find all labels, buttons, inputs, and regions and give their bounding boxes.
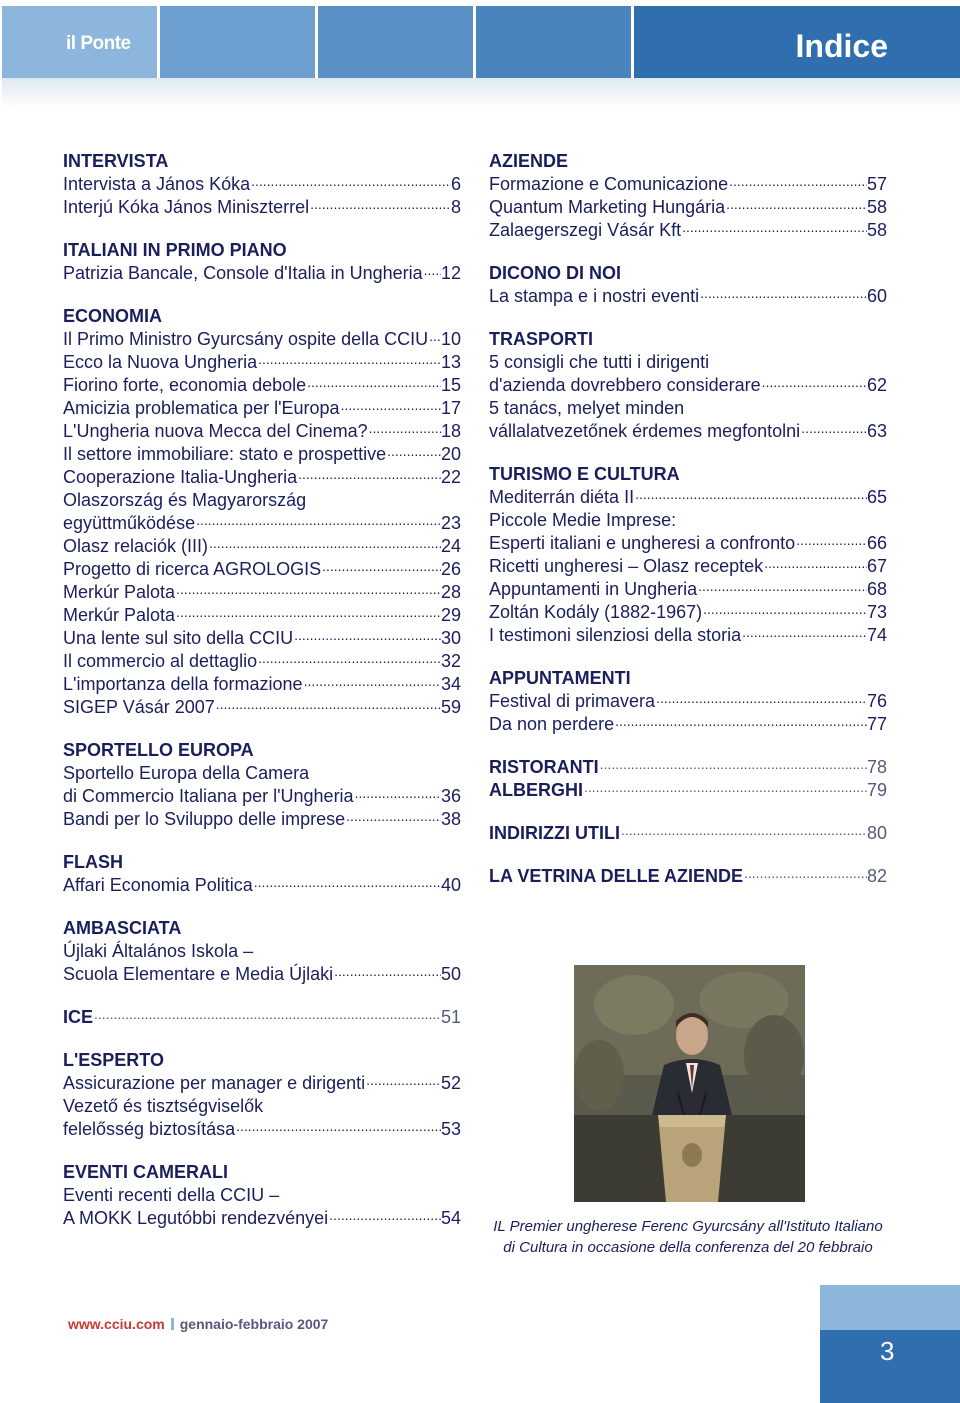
- toc-entry-line: 5 tanács, melyet minden: [489, 398, 685, 418]
- page-ref: 73: [866, 602, 887, 622]
- header-band-3: [318, 6, 473, 78]
- dot-leader: [368, 420, 441, 443]
- page-title: Indice: [795, 28, 888, 64]
- page-ref: 51: [440, 1007, 461, 1027]
- entry-title: felelősség biztosítása: [63, 1119, 236, 1139]
- page-ref: 15: [440, 375, 461, 395]
- entry-title: Merkúr Palota: [63, 582, 176, 602]
- dot-leader: [725, 196, 867, 219]
- page-number: 3: [880, 1336, 895, 1366]
- page-ref: 52: [440, 1073, 461, 1093]
- page-ref: 54: [440, 1208, 461, 1228]
- page-ref: 6: [450, 174, 461, 194]
- section-title: TURISMO E CULTURA: [489, 464, 680, 484]
- entry-title: vállalatvezetőnek érdemes megfontolni: [489, 421, 801, 441]
- dot-leader: [93, 1006, 441, 1029]
- dot-leader: [614, 713, 867, 736]
- entry-title: Patrizia Bancale, Console d'Italia in Ungheria: [63, 263, 423, 283]
- footer: [68, 1316, 328, 1332]
- toc-section-inline[interactable]: [63, 1006, 461, 1029]
- entry-title: Una lente sul sito della CCIU: [63, 628, 294, 648]
- toc-entry[interactable]: [63, 673, 461, 696]
- toc-section: [489, 262, 887, 308]
- page-ref: 34: [440, 674, 461, 694]
- toc-section-inline[interactable]: [489, 822, 887, 845]
- toc-entry-line: Eventi recenti della CCIU –: [63, 1185, 280, 1205]
- entry-title: Il Primo Ministro Gyurcsány ospite della CCIU: [63, 329, 429, 349]
- page-ref: 18: [440, 421, 461, 441]
- toc-entry-line: Sportello Europa della Camera: [63, 763, 310, 783]
- toc-section: [63, 305, 461, 719]
- entry-title: d'azienda dovrebbero considerare: [489, 375, 761, 395]
- toc-entry[interactable]: [489, 713, 887, 736]
- toc-entry[interactable]: [489, 285, 887, 308]
- entry-title: Il commercio al dettaglio: [63, 651, 258, 671]
- toc-section: [489, 328, 887, 443]
- toc-entry[interactable]: [489, 624, 887, 647]
- entry-title: L'Ungheria nuova Mecca del Cinema?: [63, 421, 368, 441]
- entry-title: Appuntamenti in Ungheria: [489, 579, 698, 599]
- entry-title: Affari Economia Politica: [63, 875, 253, 895]
- header-band-4: [476, 6, 631, 78]
- toc-section: [63, 917, 461, 986]
- section-title: INDIRIZZI UTILI: [489, 823, 620, 843]
- toc-entry-line: Olaszország és Magyarország: [63, 490, 307, 510]
- dot-leader: [306, 374, 441, 397]
- section-title: AZIENDE: [489, 151, 569, 171]
- toc-entry-line: Újlaki Általános Iskola –: [63, 941, 254, 961]
- toc-entry-line: Piccole Medie Imprese:: [489, 510, 677, 530]
- page-ref: 24: [440, 536, 461, 556]
- entry-title: Il settore immobiliare: stato e prospettive: [63, 444, 387, 464]
- dot-leader: [309, 196, 451, 219]
- toc-entry[interactable]: [489, 196, 887, 219]
- toc-entry[interactable]: [489, 374, 887, 397]
- toc-entry[interactable]: [63, 374, 461, 397]
- toc-section: [63, 1161, 461, 1230]
- toc-entry[interactable]: [489, 486, 887, 509]
- dot-leader: [257, 650, 441, 673]
- section-title: INTERVISTA: [63, 151, 169, 171]
- toc-section: [489, 463, 887, 647]
- dot-leader: [697, 578, 867, 601]
- dot-leader: [253, 874, 441, 897]
- toc-entry-line: Vezető és tisztségviselők: [63, 1096, 264, 1116]
- toc-entry[interactable]: [63, 262, 461, 285]
- toc-entry[interactable]: [63, 466, 461, 489]
- page-ref: 59: [440, 697, 461, 717]
- toc-entry[interactable]: [489, 601, 887, 624]
- dot-leader: [195, 512, 441, 535]
- dot-leader: [250, 173, 451, 196]
- photo-illustration: [574, 965, 805, 1202]
- section-title: APPUNTAMENTI: [489, 668, 631, 688]
- page-ref: 82: [866, 866, 887, 886]
- toc-section: [63, 851, 461, 897]
- page-ref: 58: [866, 197, 887, 217]
- page-ref: 65: [866, 487, 887, 507]
- entry-title: Cooperazione Italia-Ungheria: [63, 467, 298, 487]
- dot-leader: [175, 604, 441, 627]
- dot-leader: [763, 555, 867, 578]
- toc-entry[interactable]: [63, 512, 461, 535]
- dot-leader: [795, 532, 867, 555]
- page-ref: 29: [440, 605, 461, 625]
- entry-title: Mediterrán diéta II: [489, 487, 635, 507]
- footer-website[interactable]: www.cciu.com: [68, 1316, 165, 1332]
- page-ref: 76: [866, 691, 887, 711]
- toc-entry[interactable]: [63, 420, 461, 443]
- dot-leader: [365, 1072, 441, 1095]
- toc-entry-line: 5 consigli che tutti i dirigenti: [489, 352, 710, 372]
- toc-section: [63, 739, 461, 831]
- dot-leader: [345, 808, 441, 831]
- page-ref: 17: [440, 398, 461, 418]
- page-ref: 36: [440, 786, 461, 806]
- dot-leader: [761, 374, 867, 397]
- dot-leader: [386, 443, 441, 466]
- section-title: FLASH: [63, 852, 123, 872]
- entry-title: Intervista a János Kóka: [63, 174, 251, 194]
- entry-title: di Commercio Italiana per l'Ungheria: [63, 786, 354, 806]
- section-title: ITALIANI IN PRIMO PIANO: [63, 240, 287, 260]
- page-ref: 32: [440, 651, 461, 671]
- photo-premier: [574, 965, 805, 1202]
- page-ref: 13: [440, 352, 461, 372]
- caption-line-1: IL Premier ungherese Ferenc Gyurcsány all'Istituto Italiano: [493, 1218, 883, 1235]
- dot-leader: [583, 779, 867, 802]
- toc-entry[interactable]: [63, 1118, 461, 1141]
- page-ref: 74: [866, 625, 887, 645]
- page-header: [0, 0, 960, 108]
- dot-leader: [328, 1207, 441, 1230]
- toc-entry[interactable]: [489, 532, 887, 555]
- dot-leader: [620, 822, 867, 845]
- dot-leader: [743, 865, 867, 888]
- toc-entry[interactable]: [63, 173, 461, 196]
- dot-leader: [235, 1118, 441, 1141]
- entry-title: Quantum Marketing Hungária: [489, 197, 726, 217]
- toc-entry[interactable]: [63, 1207, 461, 1230]
- section-title: L'ESPERTO: [63, 1050, 164, 1070]
- dot-leader: [333, 963, 441, 986]
- toc-entry[interactable]: [63, 397, 461, 420]
- toc-entry[interactable]: [63, 785, 461, 808]
- entry-title: Olasz relaciók (III): [63, 536, 209, 556]
- toc-entry[interactable]: [63, 443, 461, 466]
- page-ref: 62: [866, 375, 887, 395]
- toc-section-inline[interactable]: [489, 756, 887, 779]
- dot-leader: [741, 624, 867, 647]
- page-ref: 28: [440, 582, 461, 602]
- toc-entry[interactable]: [489, 690, 887, 713]
- toc-entry[interactable]: [489, 578, 887, 601]
- page-ref: 80: [866, 823, 887, 843]
- section-title: AMBASCIATA: [63, 918, 182, 938]
- toc-entry[interactable]: [63, 351, 461, 374]
- entry-title: Da non perdere: [489, 714, 615, 734]
- dot-leader: [423, 262, 441, 285]
- page-ref: 78: [866, 757, 887, 777]
- entry-title: Bandi per lo Sviluppo delle imprese: [63, 809, 346, 829]
- entry-title: Ecco la Nuova Ungheria: [63, 352, 258, 372]
- entry-title: Zoltán Kodály (1882-1967): [489, 602, 703, 622]
- entry-title: Interjú Kóka János Miniszterrel: [63, 197, 310, 217]
- section-title: ICE: [63, 1007, 94, 1027]
- section-title: RISTORANTI: [489, 757, 599, 777]
- toc-entry[interactable]: [489, 420, 887, 443]
- entry-title: Amicizia problematica per l'Europa: [63, 398, 340, 418]
- toc-entry[interactable]: [489, 219, 887, 242]
- toc-entry[interactable]: [489, 173, 887, 196]
- page-ref: 58: [866, 220, 887, 240]
- toc-entry[interactable]: [63, 874, 461, 897]
- toc-section-inline[interactable]: [489, 779, 887, 802]
- page-ref: 77: [866, 714, 887, 734]
- entry-title: Fiorino forte, economia debole: [63, 375, 307, 395]
- dot-leader: [293, 627, 441, 650]
- toc-entry[interactable]: [63, 196, 461, 219]
- entry-title: I testimoni silenziosi della storia: [489, 625, 742, 645]
- dot-leader: [257, 351, 441, 374]
- toc-entry[interactable]: [63, 650, 461, 673]
- entry-title: Festival di primavera: [489, 691, 656, 711]
- entry-title: Scuola Elementare e Media Újlaki: [63, 964, 334, 984]
- page-ref: 67: [866, 556, 887, 576]
- entry-title: A MOKK Legutóbbi rendezvényei: [63, 1208, 329, 1228]
- page-ref: 10: [440, 329, 461, 349]
- entry-title: La stampa e i nostri eventi: [489, 286, 700, 306]
- dot-leader: [354, 785, 441, 808]
- entry-title: L'importanza della formazione: [63, 674, 303, 694]
- page-ref: 30: [440, 628, 461, 648]
- toc-entry[interactable]: [63, 1072, 461, 1095]
- toc-entry[interactable]: [63, 535, 461, 558]
- entry-title: Assicurazione per manager e dirigenti: [63, 1073, 366, 1093]
- page-ref: 20: [440, 444, 461, 464]
- dot-leader: [321, 558, 441, 581]
- entry-title: SIGEP Vásár 2007: [63, 697, 215, 717]
- entry-title: együttműködése: [63, 513, 196, 533]
- entry-title: Formazione e Comunicazione: [489, 174, 729, 194]
- entry-title: Esperti italiani e ungheresi a confronto: [489, 533, 796, 553]
- toc-section-inline[interactable]: [489, 865, 887, 888]
- dot-leader: [208, 535, 441, 558]
- page-ref: 38: [440, 809, 461, 829]
- page-ref: 68: [866, 579, 887, 599]
- page-ref: 63: [866, 421, 887, 441]
- section-title: EVENTI CAMERALI: [63, 1162, 229, 1182]
- toc-section: [63, 1049, 461, 1141]
- dot-leader: [340, 397, 441, 420]
- section-title: SPORTELLO EUROPA: [63, 740, 254, 760]
- dot-leader: [428, 328, 441, 351]
- dot-leader: [702, 601, 867, 624]
- section-title: DICONO DI NOI: [489, 263, 622, 283]
- section-title: LA VETRINA DELLE AZIENDE: [489, 866, 744, 886]
- dot-leader: [655, 690, 867, 713]
- header-band-2: [160, 6, 315, 78]
- page-ref: 23: [440, 513, 461, 533]
- toc-left-column: [63, 150, 461, 1250]
- toc-entry[interactable]: [63, 558, 461, 581]
- footer-separator: [171, 1318, 174, 1330]
- dot-leader: [599, 756, 867, 779]
- toc-entry[interactable]: [63, 808, 461, 831]
- page-ref: 8: [450, 197, 461, 217]
- entry-title: Zalaegerszegi Vásár Kft: [489, 220, 682, 240]
- footer-date: gennaio-febbraio 2007: [179, 1316, 329, 1332]
- page-ref: 60: [866, 286, 887, 306]
- page-ref: 79: [866, 780, 887, 800]
- page-ref: 66: [866, 533, 887, 553]
- toc-entry[interactable]: [63, 627, 461, 650]
- dot-leader: [303, 673, 441, 696]
- page-ref: 12: [440, 263, 461, 283]
- dot-leader: [215, 696, 441, 719]
- dot-leader: [728, 173, 867, 196]
- toc-entry[interactable]: [63, 328, 461, 351]
- dot-leader: [681, 219, 867, 242]
- dot-leader: [800, 420, 867, 443]
- dot-leader: [297, 466, 441, 489]
- toc-entry[interactable]: [63, 963, 461, 986]
- page-ref: 40: [440, 875, 461, 895]
- section-title: TRASPORTI: [489, 329, 594, 349]
- toc-right-column: [489, 150, 887, 908]
- section-title: ECONOMIA: [63, 306, 162, 326]
- dot-leader: [634, 486, 867, 509]
- page-ref: 22: [440, 467, 461, 487]
- section-title: ALBERGHI: [489, 780, 583, 800]
- entry-title: Ricetti ungheresi – Olasz receptek: [489, 556, 764, 576]
- entry-title: Progetto di ricerca AGROLOGIS: [63, 559, 322, 579]
- dot-leader: [175, 581, 441, 604]
- page-ref: 26: [440, 559, 461, 579]
- page-ref: 50: [440, 964, 461, 984]
- caption-line-2: di Cultura in occasione della conferenza del 20 febbraio: [503, 1239, 873, 1256]
- header-shadow: [2, 78, 960, 108]
- toc-entry[interactable]: [63, 604, 461, 627]
- toc-section: [63, 150, 461, 219]
- toc-section: [63, 239, 461, 285]
- dot-leader: [699, 285, 867, 308]
- toc-entry[interactable]: [63, 581, 461, 604]
- photo-caption: [489, 1216, 887, 1258]
- toc-section: [489, 150, 887, 242]
- page-ref: 53: [440, 1119, 461, 1139]
- toc-section: [489, 667, 887, 736]
- page-ref: 57: [866, 174, 887, 194]
- entry-title: Merkúr Palota: [63, 605, 176, 625]
- toc-entry[interactable]: [63, 696, 461, 719]
- toc-entry[interactable]: [489, 555, 887, 578]
- brand-name: il Ponte: [66, 33, 131, 54]
